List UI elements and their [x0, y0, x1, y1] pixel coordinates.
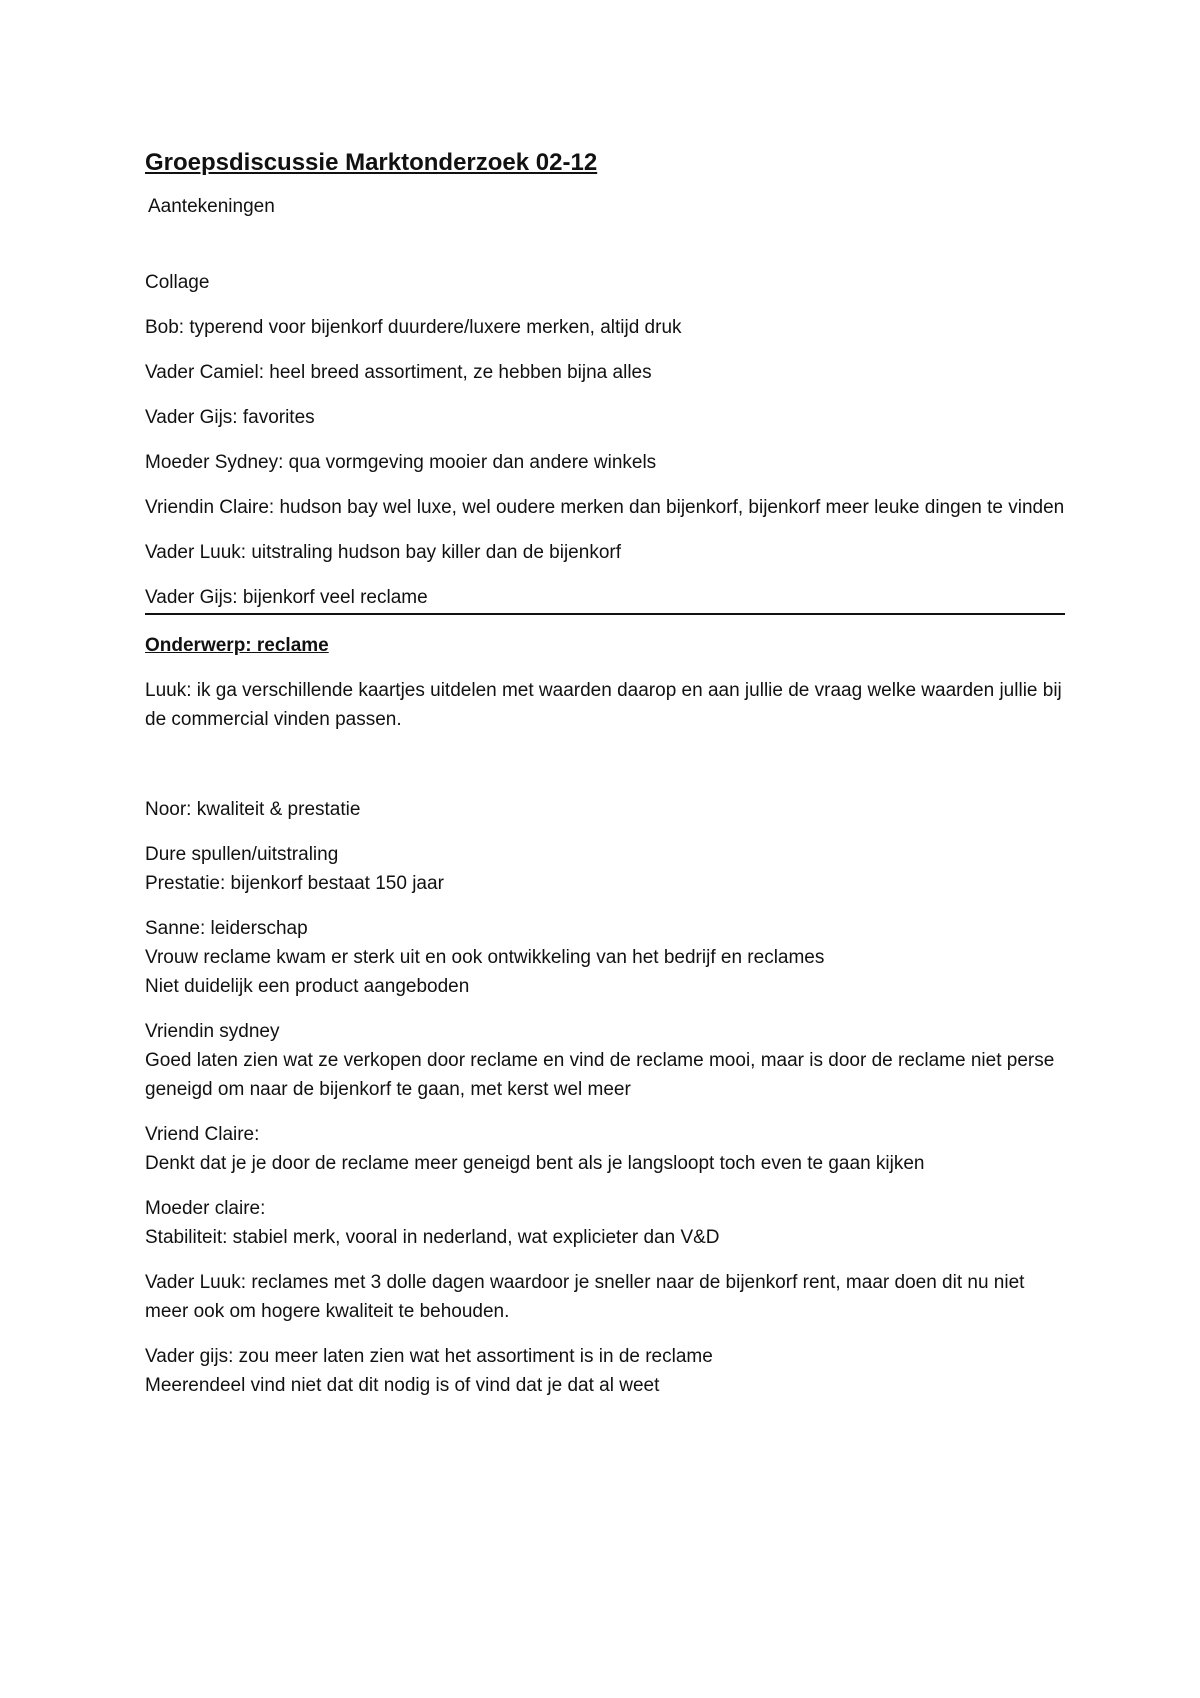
document-subtitle: Aantekeningen: [148, 196, 275, 217]
note-line: Niet duidelijk een product aangeboden: [145, 976, 470, 997]
collage-entry: Vader Camiel: heel breed assortiment, ze hebben bijna alles: [145, 362, 652, 383]
collage-entry: Moeder Sydney: qua vormgeving mooier dan andere winkels: [145, 452, 657, 473]
collage-entry: Vriendin Claire: hudson bay wel luxe, wel oudere merken dan bijenkorf, bijenkorf meer leuke dingen te vinden: [145, 497, 1065, 518]
collage-entry: Bob: typerend voor bijenkorf duurdere/luxere merken, altijd druk: [145, 317, 682, 338]
note-line: Goed laten zien wat ze verkopen door reclame en vind de reclame mooi, maar is door de reclame niet perse geneigd om naar de bijenkorf te gaan, met kerst wel meer: [145, 1050, 1055, 1100]
note-line: Moeder claire:: [145, 1198, 266, 1219]
note-line: Stabiliteit: stabiel merk, vooral in nederland, wat explicieter dan V&D: [145, 1227, 720, 1248]
note-group: [145, 1268, 1065, 1326]
collage-entry: Vader Gijs: favorites: [145, 407, 315, 428]
note-line: Vader Luuk: reclames met 3 dolle dagen waardoor je sneller naar de bijenkorf rent, maar doen dit nu niet meer ook om hogere kwaliteit te behouden.: [145, 1272, 1025, 1322]
note-group: [145, 1194, 1065, 1252]
note-group: [145, 1120, 1065, 1178]
note-group: [145, 914, 1065, 1001]
collage-entry-with-divider: Vader Gijs: bijenkorf veel reclame: [145, 583, 1065, 615]
note-group: [145, 840, 1065, 898]
note-group: [145, 1342, 1065, 1400]
note-line: Vader gijs: zou meer laten zien wat het assortiment is in de reclame: [145, 1346, 713, 1367]
document-body: [145, 148, 1065, 1416]
section-heading-reclame: Onderwerp: reclame: [145, 635, 329, 656]
document-title: Groepsdiscussie Marktonderzoek 02-12: [145, 149, 598, 176]
note-line: Vriendin sydney: [145, 1021, 280, 1042]
reclame-intro: Luuk: ik ga verschillende kaartjes uitdelen met waarden daarop en aan jullie de vraag welke waarden jullie bij de commercial vinden passen.: [145, 680, 1062, 730]
note-line: Vriend Claire:: [145, 1124, 260, 1145]
note-line: Meerendeel vind niet dat dit nodig is of vind dat je dat al weet: [145, 1375, 660, 1396]
note-line: Vrouw reclame kwam er sterk uit en ook ontwikkeling van het bedrijf en reclames: [145, 947, 825, 968]
note-line: Dure spullen/uitstraling: [145, 844, 339, 865]
note-line: Sanne: leiderschap: [145, 918, 308, 939]
note-line: Denkt dat je je door de reclame meer geneigd bent als je langsloopt toch even te gaan kijken: [145, 1153, 925, 1174]
collage-entry: Vader Luuk: uitstraling hudson bay killer dan de bijenkorf: [145, 542, 621, 563]
reclame-noor: Noor: kwaliteit & prestatie: [145, 799, 361, 820]
collage-heading: Collage: [145, 272, 210, 293]
note-line: Prestatie: bijenkorf bestaat 150 jaar: [145, 873, 444, 894]
note-group: [145, 1017, 1065, 1104]
